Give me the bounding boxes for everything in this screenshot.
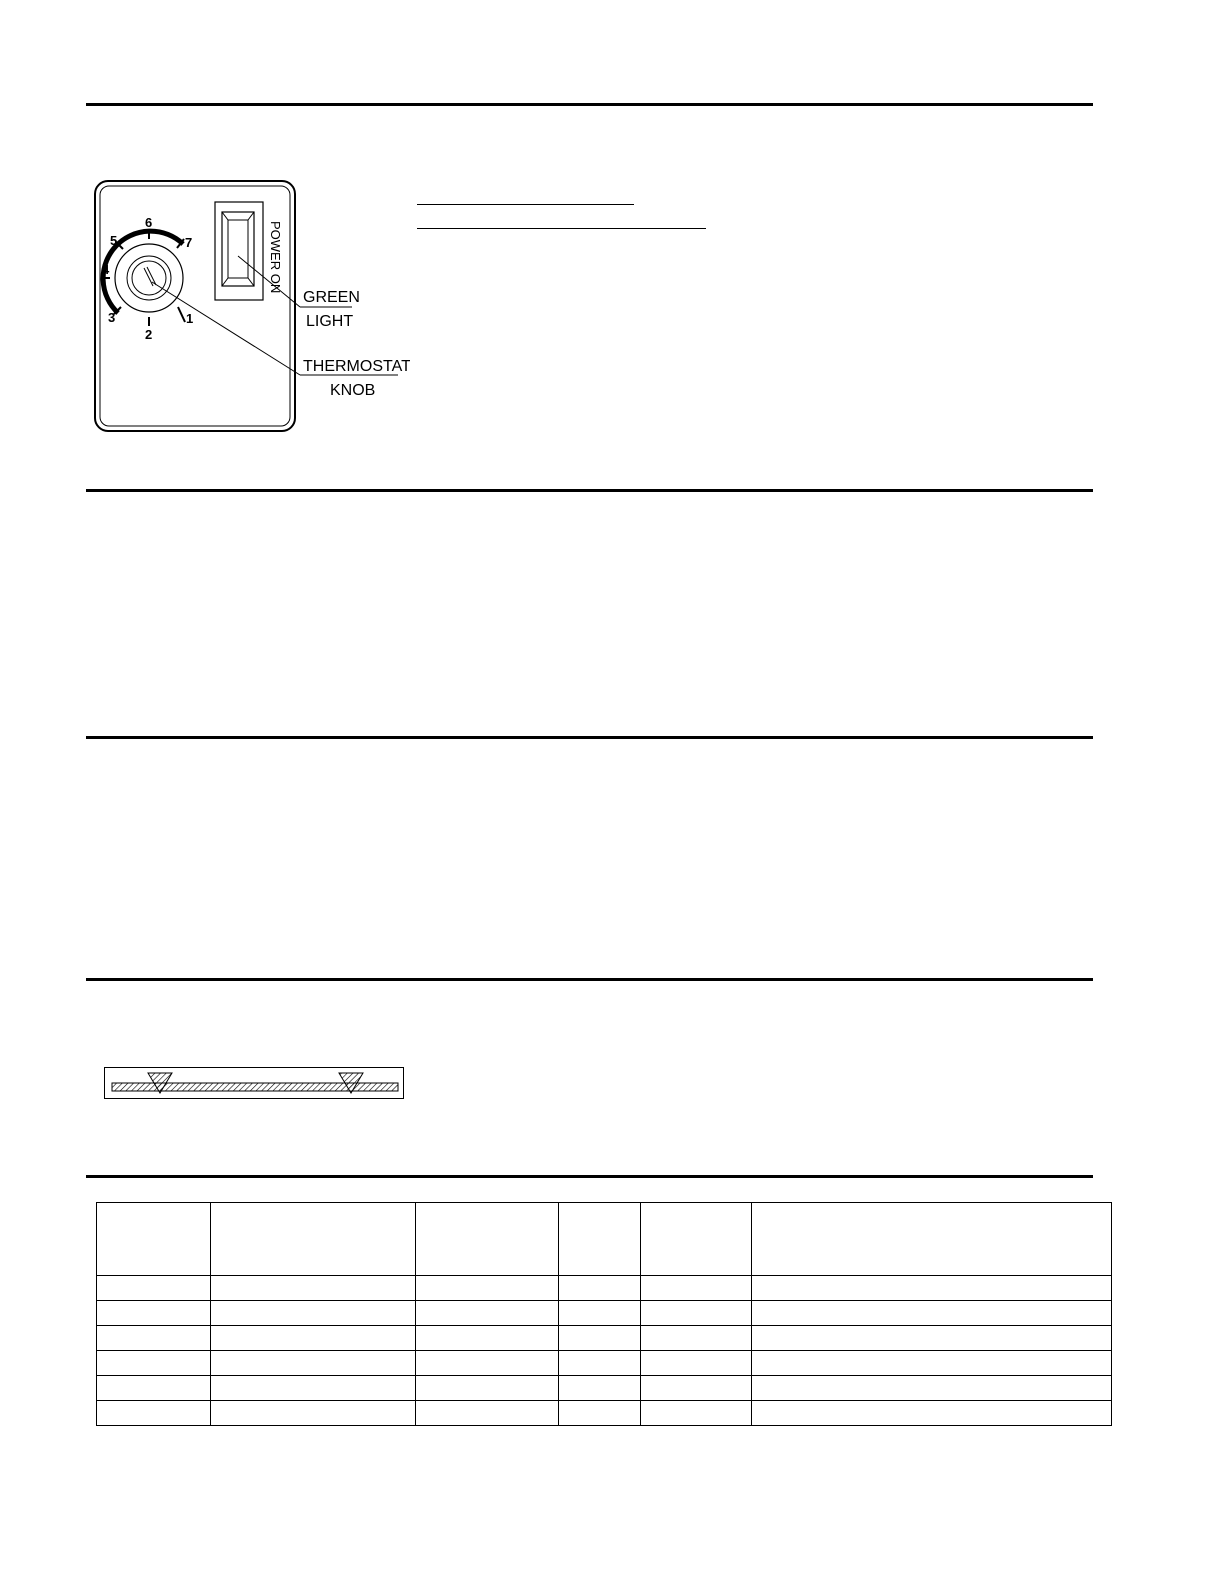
table-cell — [416, 1203, 559, 1276]
green-light-label-line2: LIGHT — [306, 313, 354, 330]
table-cell — [97, 1351, 211, 1376]
table-cell — [559, 1301, 641, 1326]
table-cell — [416, 1301, 559, 1326]
table-cell — [752, 1276, 1112, 1301]
table-cell — [752, 1376, 1112, 1401]
table-cell — [752, 1203, 1112, 1276]
dial-number-2: 2 — [145, 327, 153, 342]
power-light[interactable] — [215, 202, 263, 300]
data-table — [96, 1202, 1112, 1426]
thermostat-leader — [152, 282, 300, 375]
table-row — [97, 1376, 1112, 1401]
table-cell — [416, 1276, 559, 1301]
table-header-row — [97, 1203, 1112, 1276]
section-rule-5 — [86, 1175, 1093, 1178]
table-cell — [97, 1376, 211, 1401]
section-rule-3 — [86, 736, 1093, 739]
table-cell — [211, 1203, 416, 1276]
table-row — [97, 1301, 1112, 1326]
section-rule-2 — [86, 489, 1093, 492]
dial-number-1: 1 — [186, 311, 194, 326]
power-on-label: POWER ON — [268, 221, 283, 294]
table-cell — [752, 1351, 1112, 1376]
table-cell — [641, 1203, 752, 1276]
table-cell — [416, 1351, 559, 1376]
table-cell — [211, 1301, 416, 1326]
dial-number-6: 6 — [145, 215, 153, 230]
thermostat-knob[interactable] — [115, 244, 183, 312]
table-cell — [97, 1301, 211, 1326]
table-cell — [416, 1326, 559, 1351]
table-cell — [752, 1301, 1112, 1326]
table-cell — [752, 1401, 1112, 1426]
table-cell — [416, 1401, 559, 1426]
table-cell — [97, 1276, 211, 1301]
table-row — [97, 1276, 1112, 1301]
panel-outline — [95, 181, 295, 431]
table-cell — [97, 1326, 211, 1351]
table-cell — [416, 1376, 559, 1401]
thermostat-label-line1: THERMOSTAT — [303, 358, 410, 375]
table-cell — [559, 1326, 641, 1351]
level-bar-diagram — [104, 1067, 404, 1099]
table-cell — [641, 1401, 752, 1426]
table-cell — [211, 1401, 416, 1426]
table-cell — [211, 1376, 416, 1401]
table-cell — [641, 1376, 752, 1401]
table-cell — [559, 1276, 641, 1301]
table-row — [97, 1401, 1112, 1426]
table-cell — [211, 1326, 416, 1351]
table-cell — [559, 1376, 641, 1401]
dial-number-3: 3 — [108, 310, 116, 325]
table-cell — [211, 1351, 416, 1376]
table-cell — [559, 1401, 641, 1426]
table-cell — [641, 1326, 752, 1351]
panel-inner-outline — [100, 186, 290, 426]
table-row — [97, 1326, 1112, 1351]
table-cell — [97, 1203, 211, 1276]
table-cell — [641, 1301, 752, 1326]
thermostat-label-line2: KNOB — [330, 382, 376, 399]
table-row — [97, 1351, 1112, 1376]
table-cell — [211, 1276, 416, 1301]
table-cell — [97, 1401, 211, 1426]
green-light-label-line1: GREEN — [303, 289, 360, 306]
dial-number-7: 7 — [185, 235, 193, 250]
dial-number-4: 4 — [102, 262, 110, 277]
table-cell — [641, 1351, 752, 1376]
table-cell — [641, 1276, 752, 1301]
dial-number-5: 5 — [110, 233, 118, 248]
section-rule-1 — [86, 103, 1093, 106]
heading-underline-1 — [417, 204, 634, 205]
heading-underline-2 — [417, 228, 706, 229]
table-cell — [559, 1351, 641, 1376]
section-rule-4 — [86, 978, 1093, 981]
table-cell — [559, 1203, 641, 1276]
table-cell — [752, 1326, 1112, 1351]
control-panel-diagram — [90, 176, 410, 438]
